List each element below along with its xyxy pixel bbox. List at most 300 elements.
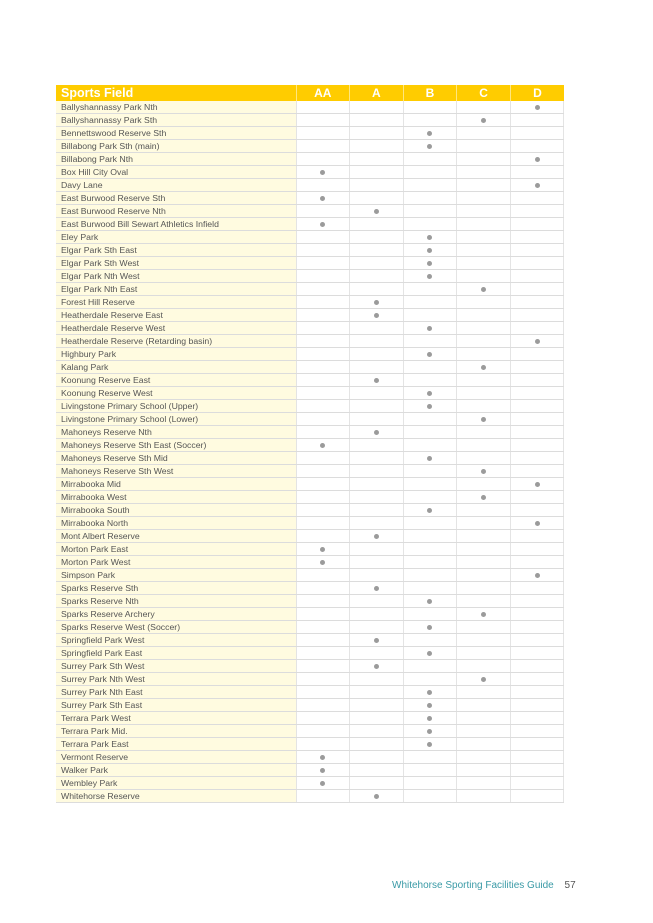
field-name-cell: Elgar Park Nth East [56,283,296,296]
grade-marker-dot [374,430,379,435]
grade-cell-a [350,231,404,244]
header-row [56,85,564,101]
grade-cell-a [350,647,404,660]
table-row [56,725,564,738]
grade-marker-dot [481,365,486,370]
field-name-cell: Surrey Park Sth West [56,660,296,673]
grade-marker-dot [427,248,432,253]
grade-marker-dot [535,157,540,162]
grade-cell-c [457,556,511,569]
grade-cell-d [510,790,564,803]
table-row [56,556,564,569]
grade-cell-a [350,673,404,686]
grade-cell-a [350,374,404,387]
table-row [56,426,564,439]
grade-cell-a [350,478,404,491]
table-row [56,361,564,374]
grade-marker-dot [427,274,432,279]
table-row [56,673,564,686]
grade-cell-aa [296,517,350,530]
field-name-cell: Terrara Park Mid. [56,725,296,738]
grade-cell-b [403,218,457,231]
grade-cell-a [350,582,404,595]
grade-cell-d [510,751,564,764]
field-name-cell: Highbury Park [56,348,296,361]
grade-cell-d [510,374,564,387]
grade-cell-b [403,634,457,647]
grade-cell-c [457,127,511,140]
grade-cell-aa [296,608,350,621]
grade-cell-a [350,413,404,426]
grade-marker-dot [481,287,486,292]
grade-cell-c [457,348,511,361]
field-name-cell: Sparks Reserve Archery [56,608,296,621]
grade-cell-a [350,166,404,179]
grade-cell-b [403,530,457,543]
table-row [56,270,564,283]
table-row [56,335,564,348]
field-name-cell: Heatherdale Reserve West [56,322,296,335]
field-name-cell: Livingstone Primary School (Upper) [56,400,296,413]
grade-cell-c [457,426,511,439]
grade-cell-b [403,296,457,309]
grade-cell-c [457,309,511,322]
grade-marker-dot [481,118,486,123]
grade-cell-aa [296,660,350,673]
grade-cell-d [510,361,564,374]
grade-cell-d [510,647,564,660]
field-name-cell: Springfield Park East [56,647,296,660]
grade-cell-d [510,595,564,608]
grade-cell-aa [296,465,350,478]
grade-cell-b [403,686,457,699]
grade-cell-aa [296,582,350,595]
grade-marker-dot [427,508,432,513]
grade-marker-dot [374,534,379,539]
grade-cell-c [457,465,511,478]
grade-cell-c [457,530,511,543]
page-number: 57 [564,880,576,891]
grade-cell-aa [296,153,350,166]
grade-cell-d [510,556,564,569]
table-row [56,634,564,647]
grade-cell-d [510,452,564,465]
table-row [56,257,564,270]
grade-marker-dot [535,339,540,344]
grade-cell-c [457,179,511,192]
grade-cell-a [350,387,404,400]
grade-cell-c [457,751,511,764]
table-row [56,608,564,621]
table-row [56,127,564,140]
grade-cell-aa [296,218,350,231]
grade-cell-d [510,348,564,361]
field-name-cell: Surrey Park Nth West [56,673,296,686]
grade-cell-d [510,426,564,439]
grade-cell-a [350,530,404,543]
grade-cell-c [457,140,511,153]
grade-cell-b [403,400,457,413]
grade-cell-d [510,621,564,634]
table-row [56,530,564,543]
grade-cell-a [350,595,404,608]
grade-cell-d [510,660,564,673]
grade-cell-aa [296,712,350,725]
grade-cell-d [510,322,564,335]
grade-cell-aa [296,127,350,140]
grade-cell-b [403,166,457,179]
field-name-cell: Mahoneys Reserve Sth Mid [56,452,296,465]
grade-cell-a [350,140,404,153]
grade-cell-c [457,634,511,647]
table-row [56,309,564,322]
grade-cell-c [457,400,511,413]
grade-cell-a [350,348,404,361]
grade-cell-b [403,283,457,296]
grade-cell-d [510,153,564,166]
grade-cell-aa [296,283,350,296]
grade-cell-c [457,543,511,556]
sports-field-table-container [56,85,564,803]
field-name-cell: Surrey Park Nth East [56,686,296,699]
grade-cell-aa [296,777,350,790]
table-row [56,153,564,166]
grade-cell-aa [296,374,350,387]
grade-cell-aa [296,569,350,582]
grade-marker-dot [320,547,325,552]
grade-cell-c [457,673,511,686]
table-row [56,192,564,205]
table-row [56,712,564,725]
grade-cell-aa [296,166,350,179]
field-name-cell: Mahoneys Reserve Sth West [56,465,296,478]
grade-cell-c [457,114,511,127]
grade-cell-b [403,751,457,764]
grade-cell-d [510,114,564,127]
grade-cell-aa [296,634,350,647]
grade-cell-aa [296,114,350,127]
grade-cell-c [457,699,511,712]
table-row [56,179,564,192]
grade-cell-aa [296,192,350,205]
grade-marker-dot [427,404,432,409]
grade-cell-c [457,413,511,426]
grade-cell-a [350,556,404,569]
grade-cell-d [510,205,564,218]
grade-cell-aa [296,335,350,348]
grade-marker-dot [427,690,432,695]
grade-cell-d [510,608,564,621]
grade-cell-d [510,582,564,595]
grade-cell-b [403,543,457,556]
grade-cell-c [457,595,511,608]
grade-cell-aa [296,530,350,543]
grade-cell-c [457,244,511,257]
grade-marker-dot [427,703,432,708]
grade-cell-d [510,218,564,231]
grade-marker-dot [320,560,325,565]
grade-cell-d [510,517,564,530]
grade-cell-b [403,192,457,205]
grade-cell-d [510,699,564,712]
grade-cell-a [350,452,404,465]
grade-cell-aa [296,725,350,738]
table-body [56,101,564,803]
grade-cell-c [457,608,511,621]
field-name-cell: Morton Park East [56,543,296,556]
table-row [56,413,564,426]
field-name-cell: Koonung Reserve West [56,387,296,400]
grade-marker-dot [374,638,379,643]
grade-cell-aa [296,621,350,634]
table-row [56,621,564,634]
grade-cell-b [403,335,457,348]
grade-cell-aa [296,556,350,569]
field-name-cell: Whitehorse Reserve [56,790,296,803]
grade-marker-dot [535,482,540,487]
table-row [56,465,564,478]
table-row [56,218,564,231]
grade-cell-aa [296,790,350,803]
guide-title: Whitehorse Sporting Facilities Guide [392,880,554,891]
grade-cell-b [403,517,457,530]
field-name-cell: Mirrabooka West [56,491,296,504]
grade-cell-d [510,257,564,270]
grade-marker-dot [374,209,379,214]
grade-cell-d [510,569,564,582]
grade-cell-b [403,413,457,426]
grade-cell-a [350,335,404,348]
grade-cell-b [403,621,457,634]
grade-cell-c [457,296,511,309]
grade-cell-aa [296,309,350,322]
grade-cell-d [510,686,564,699]
grade-cell-c [457,101,511,114]
grade-cell-aa [296,426,350,439]
grade-cell-c [457,231,511,244]
grade-cell-c [457,569,511,582]
grade-cell-a [350,322,404,335]
grade-marker-dot [535,573,540,578]
grade-cell-aa [296,543,350,556]
grade-cell-d [510,712,564,725]
grade-cell-aa [296,751,350,764]
grade-cell-aa [296,205,350,218]
grade-cell-d [510,478,564,491]
field-name-cell: Kalang Park [56,361,296,374]
grade-marker-dot [427,391,432,396]
grade-cell-c [457,712,511,725]
grade-cell-a [350,426,404,439]
field-name-cell: Simpson Park [56,569,296,582]
grade-cell-a [350,153,404,166]
grade-cell-d [510,335,564,348]
header-grade-d: D [510,85,564,101]
grade-cell-a [350,361,404,374]
grade-cell-a [350,738,404,751]
grade-cell-b [403,764,457,777]
grade-cell-b [403,777,457,790]
grade-cell-a [350,439,404,452]
grade-marker-dot [374,378,379,383]
field-name-cell: Koonung Reserve East [56,374,296,387]
grade-cell-a [350,283,404,296]
grade-cell-c [457,686,511,699]
table-row [56,517,564,530]
field-name-cell: Forest Hill Reserve [56,296,296,309]
grade-cell-b [403,231,457,244]
grade-cell-c [457,478,511,491]
grade-cell-aa [296,101,350,114]
table-row [56,283,564,296]
grade-cell-a [350,244,404,257]
grade-cell-b [403,790,457,803]
grade-cell-a [350,400,404,413]
grade-cell-d [510,465,564,478]
grade-cell-d [510,439,564,452]
grade-cell-d [510,413,564,426]
table-row [56,400,564,413]
grade-cell-b [403,582,457,595]
grade-cell-b [403,426,457,439]
grade-marker-dot [427,742,432,747]
grade-cell-a [350,621,404,634]
grade-cell-a [350,569,404,582]
table-row [56,166,564,179]
field-name-cell: Heatherdale Reserve (Retarding basin) [56,335,296,348]
field-name-cell: Ballyshannassy Park Nth [56,101,296,114]
grade-cell-d [510,166,564,179]
grade-cell-aa [296,140,350,153]
grade-cell-c [457,322,511,335]
grade-cell-b [403,712,457,725]
table-row [56,296,564,309]
grade-cell-b [403,452,457,465]
grade-cell-c [457,725,511,738]
grade-cell-b [403,725,457,738]
grade-cell-c [457,218,511,231]
grade-marker-dot [427,235,432,240]
grade-marker-dot [535,183,540,188]
field-name-cell: Mont Albert Reserve [56,530,296,543]
field-name-cell: Box Hill City Oval [56,166,296,179]
grade-cell-aa [296,478,350,491]
field-name-cell: East Burwood Bill Sewart Athletics Infield [56,218,296,231]
grade-cell-b [403,647,457,660]
field-name-cell: Springfield Park West [56,634,296,647]
grade-cell-c [457,790,511,803]
grade-cell-c [457,660,511,673]
grade-cell-aa [296,738,350,751]
field-name-cell: Sparks Reserve Nth [56,595,296,608]
grade-cell-a [350,465,404,478]
grade-cell-aa [296,595,350,608]
grade-cell-c [457,517,511,530]
grade-cell-c [457,647,511,660]
field-name-cell: Walker Park [56,764,296,777]
grade-cell-a [350,205,404,218]
grade-cell-b [403,595,457,608]
table-row [56,764,564,777]
grade-cell-b [403,660,457,673]
table-row [56,231,564,244]
grade-cell-c [457,166,511,179]
table-row [56,582,564,595]
grade-cell-d [510,283,564,296]
grade-cell-a [350,114,404,127]
grade-cell-aa [296,439,350,452]
grade-marker-dot [427,261,432,266]
field-name-cell: Elgar Park Sth West [56,257,296,270]
grade-cell-a [350,660,404,673]
header-grade-b: B [403,85,457,101]
grade-cell-b [403,257,457,270]
field-name-cell: Mahoneys Reserve Sth East (Soccer) [56,439,296,452]
grade-cell-d [510,777,564,790]
grade-cell-c [457,491,511,504]
grade-cell-a [350,127,404,140]
field-name-cell: Morton Park West [56,556,296,569]
field-name-cell: East Burwood Reserve Nth [56,205,296,218]
grade-cell-aa [296,452,350,465]
grade-cell-b [403,127,457,140]
grade-cell-a [350,751,404,764]
grade-marker-dot [427,144,432,149]
grade-cell-a [350,699,404,712]
grade-cell-c [457,374,511,387]
grade-cell-b [403,374,457,387]
field-name-cell: Terrara Park East [56,738,296,751]
grade-cell-aa [296,491,350,504]
grade-marker-dot [320,170,325,175]
table-row [56,322,564,335]
grade-marker-dot [535,521,540,526]
grade-cell-d [510,504,564,517]
grade-cell-c [457,777,511,790]
grade-cell-a [350,504,404,517]
header-grade-c: C [457,85,511,101]
table-row [56,244,564,257]
grade-marker-dot [481,417,486,422]
grade-marker-dot [374,313,379,318]
grade-marker-dot [320,443,325,448]
grade-cell-b [403,101,457,114]
grade-cell-aa [296,270,350,283]
grade-marker-dot [320,222,325,227]
field-name-cell: Mirrabooka South [56,504,296,517]
grade-cell-aa [296,647,350,660]
grade-cell-aa [296,387,350,400]
header-sports-field: Sports Field [56,85,296,101]
grade-cell-d [510,725,564,738]
grade-cell-d [510,192,564,205]
grade-cell-a [350,686,404,699]
grade-marker-dot [427,456,432,461]
table-row [56,140,564,153]
table-row [56,699,564,712]
grade-cell-d [510,491,564,504]
table-row [56,114,564,127]
grade-cell-a [350,218,404,231]
grade-cell-d [510,400,564,413]
grade-cell-d [510,530,564,543]
grade-cell-b [403,322,457,335]
table-header [56,85,564,101]
grade-cell-b [403,179,457,192]
grade-marker-dot [320,755,325,760]
grade-cell-d [510,543,564,556]
grade-marker-dot [320,196,325,201]
